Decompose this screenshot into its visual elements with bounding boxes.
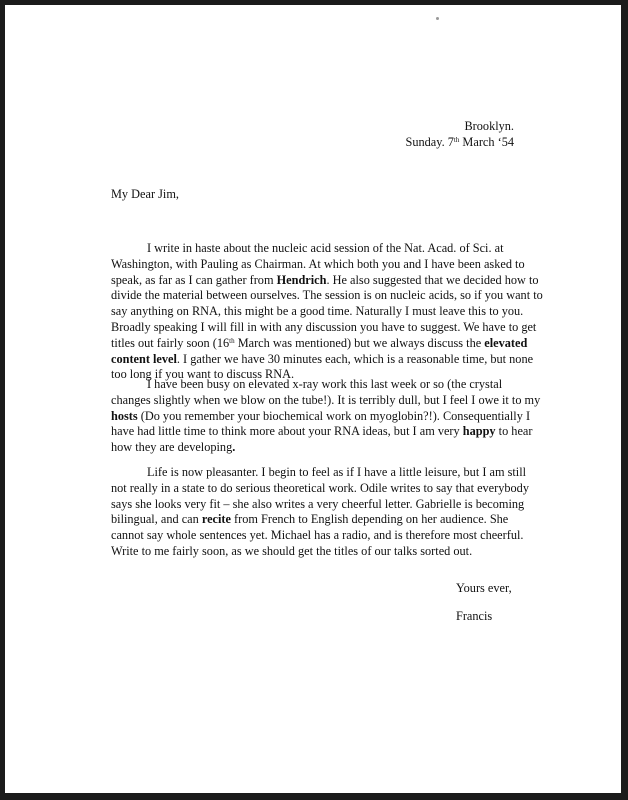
closing: Yours ever, [456, 581, 512, 595]
p3-text-a: Life is now pleasanter. I begin to feel as if I have a little leisure, but I am still not really in a state to do serious theoretical work. Odile writes to say that everybody says she looks very fit – she also writes a very cheerful letter. Gabrielle is becoming bilingual, and can [111, 465, 529, 527]
p2-bold-period: . [232, 440, 236, 455]
body-paragraph-2 [111, 377, 543, 456]
p1-ordinal: th [229, 336, 235, 345]
p1-text-f: . I gather we have 30 minutes each, which is a reasonable time, but none too long if you want to discuss RNA. [111, 351, 534, 382]
body-paragraph-1 [111, 241, 543, 383]
p3-text-c: from French to English depending on her audience. She cannot say whole sentences yet. Michael has a radio, and is therefore most cheerful. Write to me fairly soon, as we should get the titles of our talks sorted out. [111, 512, 524, 558]
date-suffix: March ‘54 [459, 134, 514, 149]
p1-text-c: . He also suggested that we decided how to divide the material between ourselves. The session is on nucleic acids, so if you want to say anything on RNA, this might be a good time. Naturally I must leave this to you. Broadly speaking I will fill in with any discussion you have to suggest. We have to get titles out fairly soon (16 [111, 272, 543, 350]
date-prefix: Sunday. 7 [405, 134, 454, 149]
p2-text-a: I have been busy on elevated x-ray work this last week or so (the crystal changes slightly when we blow on the tube!). It is terribly dull, but I feel I owe it to my [111, 377, 541, 407]
p3-bold-recite: recite [201, 512, 231, 527]
p1-bold-phrase: elevated content level [111, 335, 528, 366]
salutation: My Dear Jim, [111, 187, 179, 201]
place-line: Brooklyn. [464, 119, 514, 133]
body-paragraph-3 [111, 465, 543, 560]
date-line [5, 135, 514, 151]
letter-heading [5, 119, 514, 151]
p1-text-d: March was mentioned) but we always discuss the [234, 335, 485, 350]
p2-bold-hosts: hosts [111, 408, 138, 423]
p2-text-e: to hear how they are developing [111, 424, 533, 455]
signature: Francis [456, 609, 493, 623]
p1-bold-name: Hendrich [276, 272, 327, 287]
p1-text-a: I write in haste about the nucleic acid session of the Nat. Acad. of Sci. at Washington, with Pauling as Chairman. At which both you and I have been asked to speak, as far as I can gather from [111, 241, 525, 287]
date-ordinal: th [453, 135, 460, 144]
p2-bold-happy: happy [462, 424, 496, 439]
p2-text-c: (Do you remember your biochemical work on myoglobin?!). Consequentially I have had little time to think more about your RNA ideas, but I am very [111, 408, 531, 439]
letter-page [5, 5, 621, 793]
paper-speck [436, 17, 439, 20]
